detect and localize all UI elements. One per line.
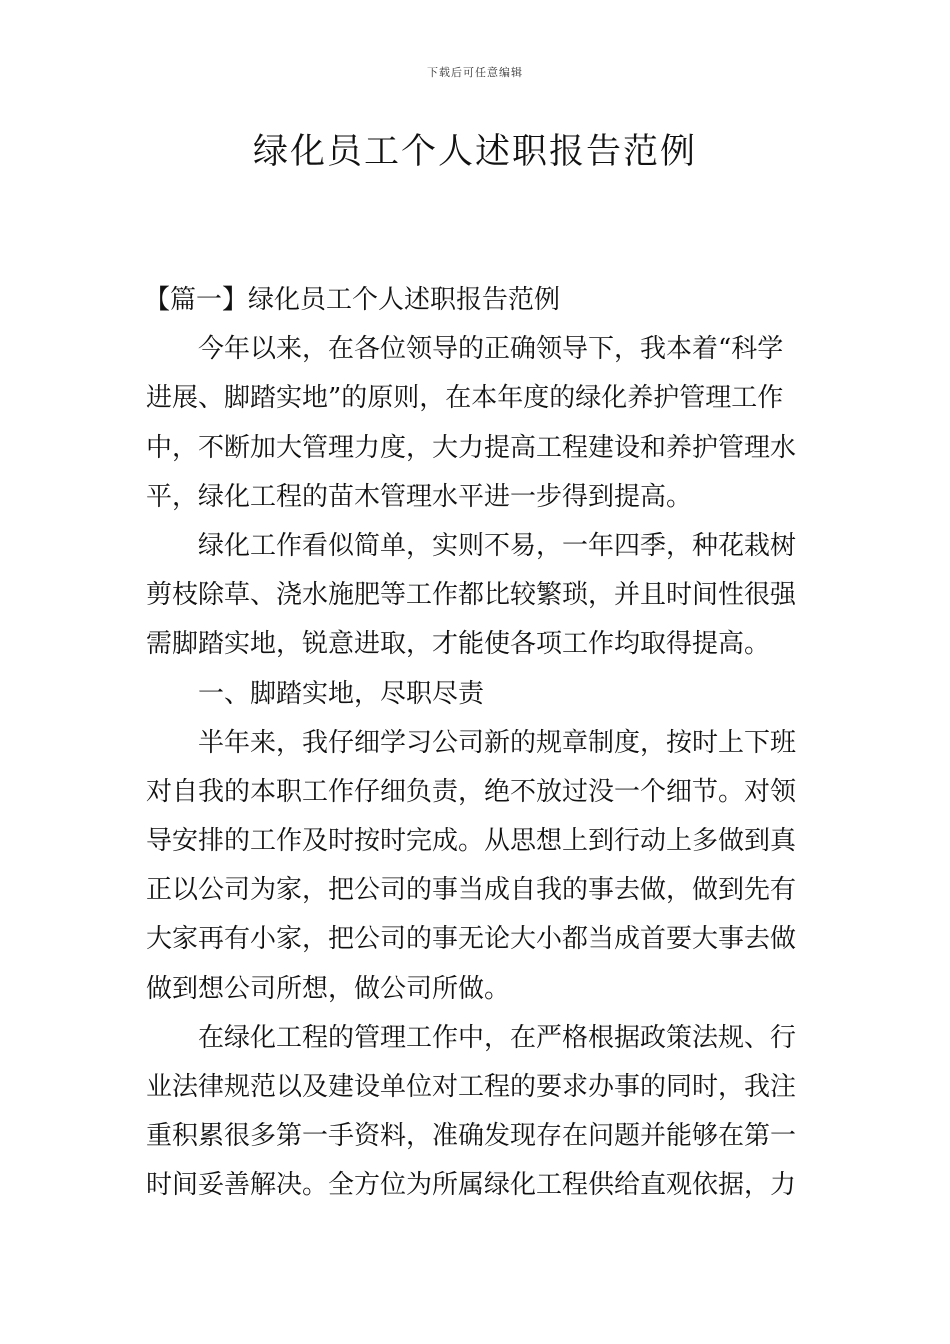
body-line: 业法律规范以及建设单位对工程的要求办事的同时，我注	[146, 1072, 797, 1102]
body-line: 导安排的工作及时按时完成。从思想上到行动上多做到真	[146, 826, 797, 857]
section-heading: 【篇一】绿化员工个人述职报告范例	[144, 285, 561, 315]
body-line: 做到想公司所想，做公司所做。	[146, 973, 511, 1004]
body-line: 半年来，我仔细学习公司新的规章制度，按时上下班	[198, 727, 797, 758]
body-line: 在绿化工程的管理工作中，在严格根据政策法规、行	[198, 1022, 797, 1053]
subsection-heading: 一、脚踏实地，尽职尽责	[198, 678, 485, 709]
body-line: 对自我的本职工作仔细负责，绝不放过没一个细节。对领	[146, 776, 797, 807]
body-line: 正以公司为家，把公司的事当成自我的事去做，做到先有	[146, 875, 797, 906]
body-line: 时间妥善解决。全方位为所属绿化工程供给直观依据，力	[146, 1170, 797, 1201]
header-note: 下载后可任意编辑	[427, 66, 523, 79]
body-line: 中，不断加大管理力度，大力提高工程建设和养护管理水	[146, 432, 797, 463]
body-line: 重积累很多第一手资料，准确发现存在问题并能够在第一	[146, 1121, 797, 1152]
document-title: 绿化员工个人述职报告范例	[252, 132, 697, 172]
body-line: 今年以来，在各位领导的正确领导下，我本着“科学	[198, 334, 784, 365]
body-line: 需脚踏实地，锐意进取，才能使各项工作均取得提高。	[146, 629, 771, 660]
body-line: 平，绿化工程的苗木管理水平进一步得到提高。	[146, 481, 693, 512]
body-line: 剪枝除草、浇水施肥等工作都比较繁琐，并且时间性很强	[146, 580, 797, 611]
document-body	[146, 276, 806, 1211]
body-line: 绿化工作看似简单，实则不易，一年四季，种花栽树	[198, 530, 797, 561]
body-line: 进展、脚踏实地”的原则，在本年度的绿化养护管理工作	[146, 383, 784, 414]
body-line: 大家再有小家，把公司的事无论大小都当成首要大事去做	[146, 924, 797, 955]
